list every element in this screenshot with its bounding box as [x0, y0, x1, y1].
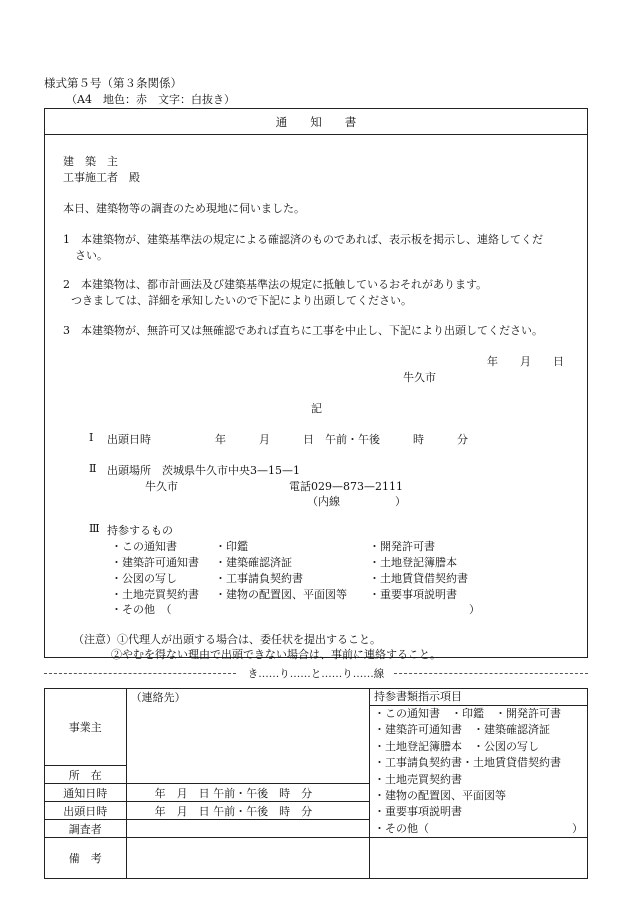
stub-contact: （連絡先） [126, 689, 369, 784]
item-list: ・公図の写し [111, 572, 177, 585]
notice-box [44, 108, 588, 661]
item-list: ・土地賃貸借契約書 [369, 572, 468, 585]
stub-remarks-value [126, 838, 369, 879]
stub-label-notice-date: 通知日時 [45, 784, 127, 802]
section2-city: 牛久市 [145, 480, 178, 493]
note-1: （注意）①代理人が出頭する場合は、委任状を提出すること。 [73, 633, 381, 646]
stub-label-inspector: 調査者 [45, 820, 127, 838]
list-item: ・工事請負契約書・土地賃貸借契約書 [374, 756, 561, 770]
stub-inspector-value [126, 820, 369, 838]
form-number: 様式第５号（第３条関係） [44, 76, 182, 90]
date-line: 年 月 日 [487, 355, 564, 368]
item2-line1: 2 本建築物は、都市計画法及び建築基準法の規定に抵触しているおそれがあります。 [63, 278, 488, 291]
note-2: ②やむを得ない理由で出頭できない場合は、事前に連絡すること。 [111, 648, 441, 661]
section3-label: 持参するもの [107, 524, 173, 537]
section1-value: 年 月 日 午前・午後 時 分 [215, 433, 468, 446]
section2-num: Ⅱ [89, 462, 97, 475]
item-list: ・土地売買契約書 [111, 588, 199, 601]
list-item: ・その他（ ） [374, 821, 583, 835]
section2-ext: （内線 ） [307, 495, 406, 508]
section3-num: Ⅲ [89, 522, 100, 535]
item-list-close: ） [469, 603, 480, 616]
item-list: ・その他 （ [111, 603, 172, 616]
item-list: ・工事請負契約書 [215, 572, 303, 585]
section2-label: 出頭場所 茨城県牛久市中央3—15—1 [107, 464, 300, 477]
list-item: ・重要事項説明書 [374, 805, 462, 819]
stub-label-remarks: 備 考 [45, 838, 127, 879]
list-item: ・建物の配置図、平面図等 [374, 788, 506, 802]
stub-right-title: 持参書類指示項目 [370, 689, 587, 706]
stub-label-location: 所 在 [45, 766, 127, 784]
item2-line2: つきましては、詳細を承知したいので下記により出頭してください。 [71, 294, 412, 307]
item-list: ・建物の配置図、平面図等 [215, 588, 347, 601]
stub-right-bottom [370, 838, 588, 879]
addressee-contractor: 工事施工者 殿 [63, 171, 140, 184]
list-item: ・土地登記簿謄本 ・公図の写し [374, 739, 539, 753]
notice-title: 通 知 書 [45, 109, 587, 135]
ki-heading: 記 [311, 402, 322, 415]
cut-line-label: き……り……と……り……線 [247, 668, 385, 680]
issuer-name: 牛久市 [403, 371, 436, 384]
stub-appearance-datetime: 年 月 日 午前・午後 時 分 [126, 802, 369, 820]
item1-line2: さい。 [75, 249, 108, 262]
item-list: ・建築許可通知書 [111, 556, 199, 569]
section1-num: Ⅰ [89, 431, 94, 444]
list-item: ・土地売買契約書 [374, 772, 462, 786]
stub-table [44, 688, 588, 879]
item3-text: 3 本建築物が、無許可又は無確認であれば直ちに工事を中止し、下記により出頭してください。 [63, 324, 543, 337]
stub-notice-datetime: 年 月 日 午前・午後 時 分 [126, 784, 369, 802]
addressee-builder: 建 築 主 [63, 155, 118, 168]
item-list: ・土地登記簿謄本 [369, 556, 457, 569]
form-spec: （A4 地色：赤 文字：白抜き） [66, 93, 235, 106]
item1-line1: 1 本建築物が、建築基準法の規定による確認済のものであれば、表示板を掲示し、連絡してくだ [63, 233, 543, 246]
item-list: ・この通知書 [111, 540, 177, 553]
item-list: ・開発許可書 [369, 540, 435, 553]
stub-label-owner: 事業主 [45, 689, 127, 766]
stub-right-list [370, 706, 587, 837]
intro-text: 本日、建築物等の調査のため現地に伺いました。 [63, 202, 305, 215]
list-item: ・建築許可通知書 ・建築確認済証 [374, 723, 550, 737]
item-list: ・重要事項説明書 [369, 588, 457, 601]
section1-label: 出頭日時 [107, 433, 151, 446]
list-item: ・この通知書 ・印鑑 ・開発許可書 [374, 707, 561, 720]
item-list: ・印鑑 [215, 540, 248, 553]
section2-phone: 電話029—873—2111 [289, 480, 403, 493]
stub-label-appearance-date: 出頭日時 [45, 802, 127, 820]
item-list: ・建築確認済証 [215, 556, 292, 569]
stub-right-column [370, 689, 588, 838]
